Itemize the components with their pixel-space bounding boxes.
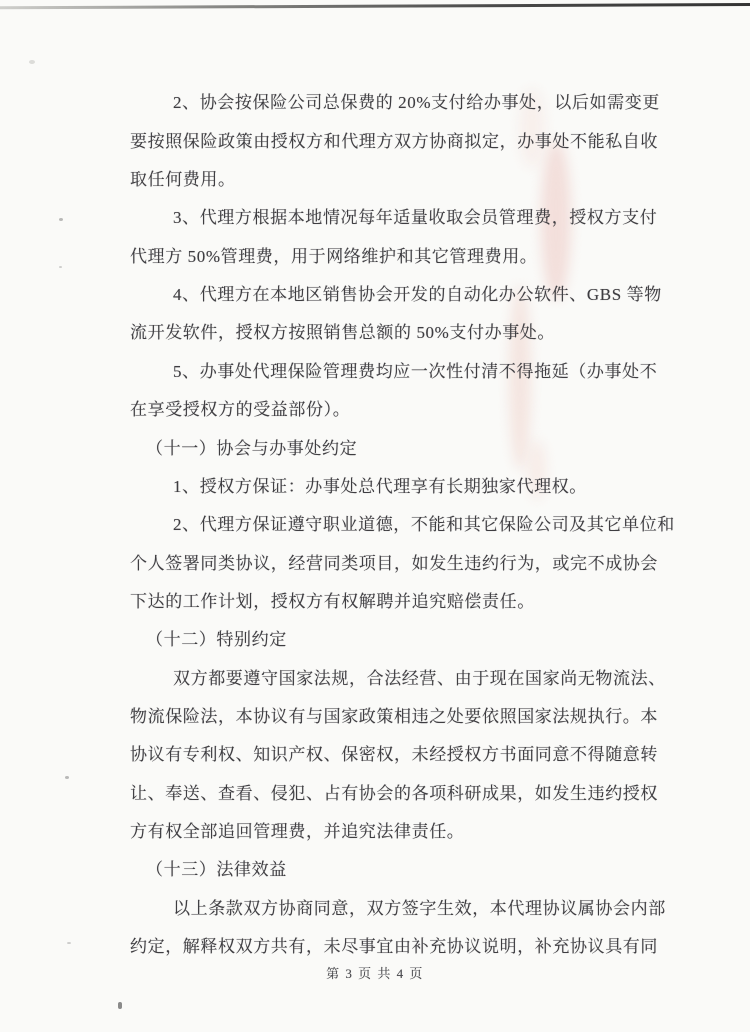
text-line: 2、代理方保证遵守职业道德，不能和其它保险公司及其它单位和 (173, 515, 675, 534)
scan-speck (29, 60, 35, 64)
text-line: 约定，解释权双方共有，未尽事宜由补充协议说明，补充协议具有同 (130, 937, 658, 956)
text-line: 以上条款双方协商同意，双方签字生效，本代理协议属协会内部 (173, 899, 666, 918)
text-line: 个人签署同类协议，经营同类项目，如发生违约行为，或完不成协会 (130, 554, 658, 573)
text-line: 协议有专利权、知识产权、保密权，未经授权方书面同意不得随意转 (130, 745, 658, 764)
section-heading: （十二）特别约定 (146, 630, 287, 649)
scan-speck (59, 266, 62, 268)
text-line: 5、办事处代理保险管理费均应一次性付清不得拖延（办事处不 (173, 362, 658, 381)
page-number-footer: 第 3 页 共 4 页 (326, 966, 424, 981)
text-line: 取任何费用。 (130, 170, 236, 189)
scan-speck (67, 942, 71, 944)
text-line: 在享受授权方的受益部份）。 (130, 400, 351, 419)
text-line: 方有权全部追回管理费，并追究法律责任。 (130, 822, 465, 841)
text-line: 2、协会按保险公司总保费的 20%支付给办事处，以后如需变更 (173, 93, 660, 112)
text-line: 让、奉送、查看、侵犯、占有协会的各项科研成果，如发生违约授权 (130, 784, 658, 803)
section-heading: （十三）法律效益 (146, 860, 287, 879)
text-line: 物流保险法，本协议有与国家政策相违之处要依照国家法规执行。本 (130, 707, 658, 726)
scan-speck (65, 776, 69, 779)
scanner-edge-artifact (0, 3, 750, 9)
text-line: 3、代理方根据本地情况每年适量收取会员管理费，授权方支付 (173, 208, 658, 227)
text-line: 4、代理方在本地区销售协会开发的自动化办公软件、GBS 等物 (173, 285, 662, 304)
text-line: 要按照保险政策由授权方和代理方双方协商拟定，办事处不能私自收 (130, 132, 658, 151)
text-line: 1、授权方保证：办事处总代理享有长期独家代理权。 (173, 477, 587, 496)
scan-speck (59, 218, 63, 221)
text-line: 双方都要遵守国家法规，合法经营、由于现在国家尚无物流法、 (173, 669, 666, 688)
scan-speck (118, 1002, 122, 1009)
text-line: 流开发软件，授权方按照销售总额的 50%支付办事处。 (130, 323, 556, 342)
text-line: 下达的工作计划，授权方有权解聘并追究赔偿责任。 (130, 592, 535, 611)
section-heading: （十一）协会与办事处约定 (146, 439, 358, 458)
text-line: 代理方 50%管理费，用于网络维护和其它管理费用。 (130, 247, 538, 266)
